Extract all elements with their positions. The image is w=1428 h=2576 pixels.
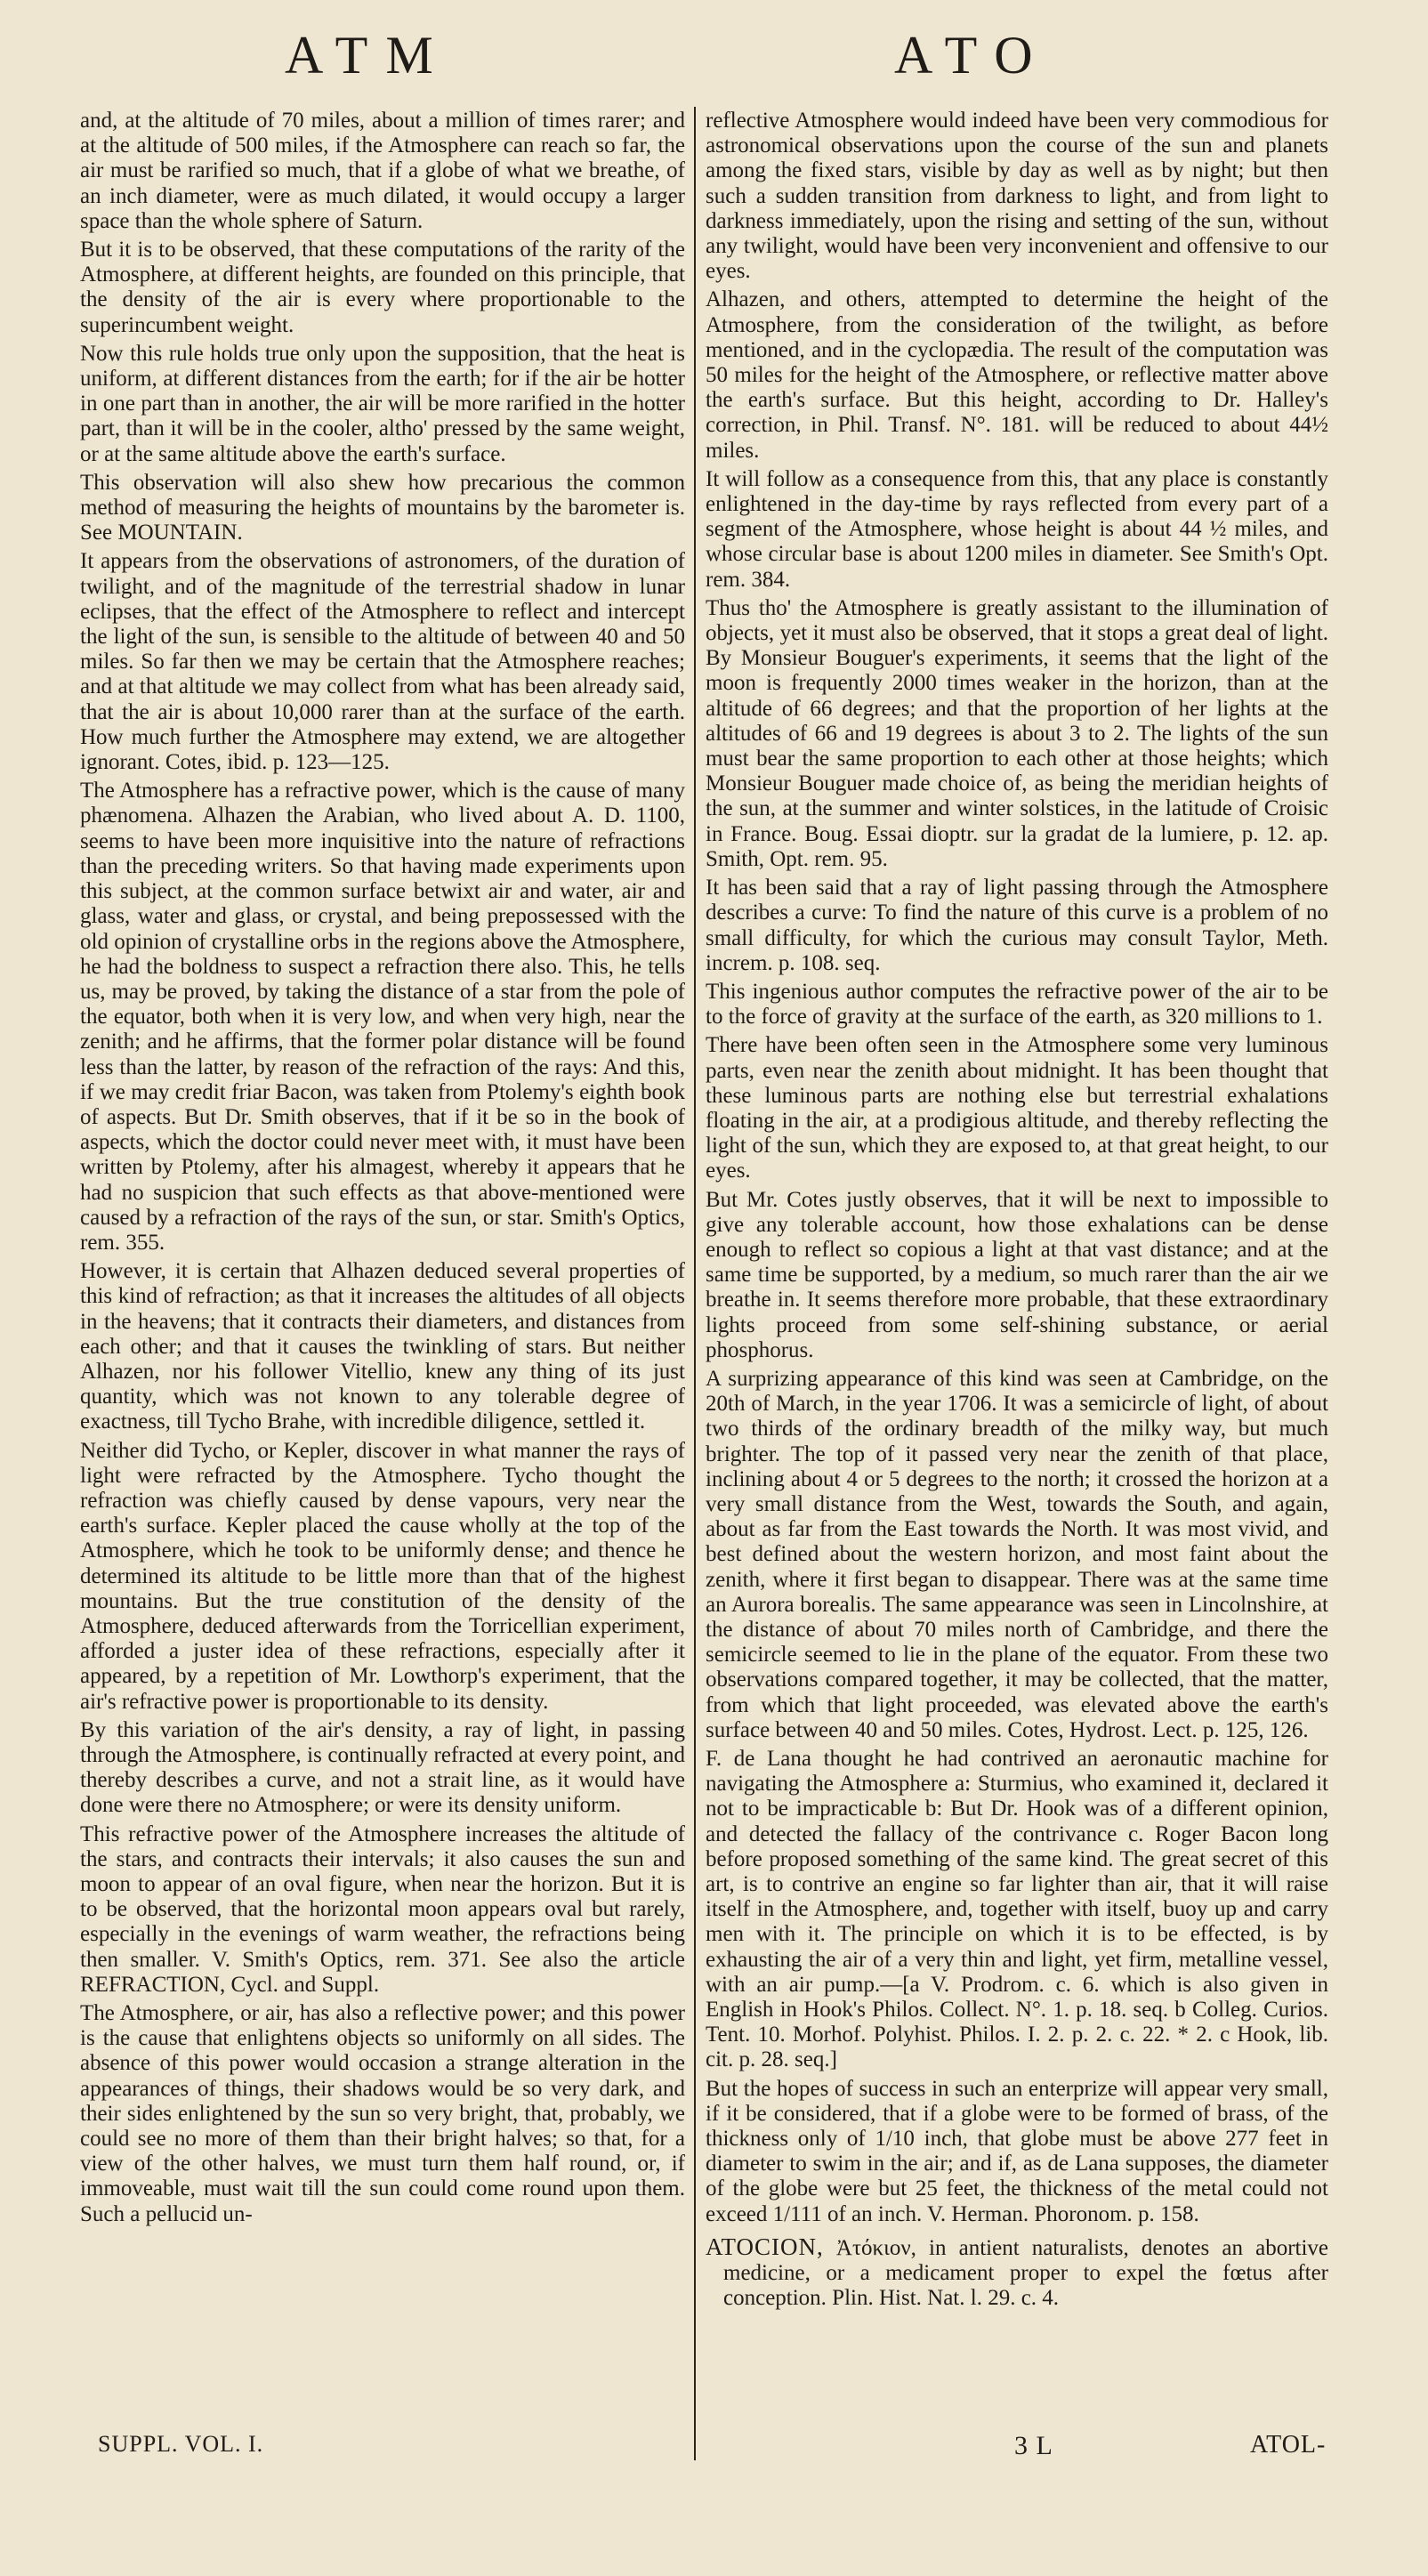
column-divider	[694, 107, 696, 2460]
paragraph: But it is to be observed, that these computations of the rarity of the Atmosphere, at different heights, are founded on this principle, that the density of the air is every where proportionable to the superincumbent weight.	[80, 238, 685, 337]
paragraph: However, it is certain that Alhazen deduced several properties of this kind of refraction; as that it increases the altitudes of all objects in the heavens; that it contracts their diameters, and distances from each other; and that it causes the twinkling of stars. But neither Alhazen, nor his follower Vitellio, knew any thing of its just quantity, which was not known to any tolerable degree of exactness, till Tycho Brahe, with incredible diligence, settled it.	[80, 1259, 685, 1434]
paragraph: A surprizing appearance of this kind was seen at Cambridge, on the 20th of March, in the year 1706. It was a semicircle of light, of about two thirds of the ordinary breadth of the milky way, but much brighter. The top of it passed very near the zenith of that place, inclining about 4 or 5 degrees to the north; it crossed the horizon at a very small distance from the West, towards the South, and again, about as far from the East towards the North. It was most vivid, and best defined about the western horizon, and most faint about the zenith, where it first began to disappear. There was at the same time an Aurora borealis. The same appearance was seen in Lincolnshire, at the distance of about 70 miles north of Cambridge, and there the semicircle seemed to lie in the plane of the equator. From these two observations compared together, it may be collected, that the matter, from which that light proceeded, was elevated above the earth's surface between 40 and 50 miles. Cotes, Hydrost. Lect. p. 125, 126.	[706, 1366, 1328, 1742]
paragraph: This refractive power of the Atmosphere increases the altitude of the stars, and contracts their intervals; it also causes the sun and moon to appear of an oval figure, when near the horizon. But it is to be observed, that the horizontal moon appears oval but rarely, especially in the evenings of warm weather, the refractions being then smaller. V. Smith's Optics, rem. 371. See also the article REFRACTION, Cycl. and Suppl.	[80, 1821, 685, 1997]
paragraph: The Atmosphere, or air, has also a reflective power; and this power is the cause that enlightens objects so uniformly on all sides. The absence of this power would occasion a strange alteration in the appearances of things, their shadows would be so very dark, and their sides enlightened by the sun so very bright, that, probably, we could see no more of them than their bright halves; so that, for a view of the other halves, we must turn them half round, or, if immoveable, must wait till the sun could come round upon them. Such a pellucid un-	[80, 2001, 685, 2226]
gathering-signature: 3 L	[1014, 2431, 1053, 2460]
running-head-right: ATO	[894, 26, 1051, 85]
right-column	[706, 109, 1328, 2311]
paragraph: Thus tho' the Atmosphere is greatly assistant to the illumination of objects, yet it must also be observed, that it stops a great deal of light. By Monsieur Bouguer's experiments, it seems that the light of the moon is frequently 2000 times weaker in the horizon, than at the altitude of 66 degrees; and that the proportion of her lights at the altitudes of 66 and 19 degrees is about 3 to 2. The lights of the sun must bear the same proportion to each other at those heights; which Monsieur Bouguer made choice of, as being the meridian heights of the sun, at the summer and winter solstices, in the latitude of Croisic in France. Boug. Essai dioptr. sur la gradat de la lumiere, p. 12. ap. Smith, Opt. rem. 95.	[706, 595, 1328, 871]
entry-headword: ATOCION,	[706, 2233, 824, 2260]
paragraph: But Mr. Cotes justly observes, that it will be next to impossible to give any tolerable account, how those exhalations can be dense enough to reflect so copious a light at that vast distance; and at the same time be supported, by a medium, so much rarer than the air we breathe in. It seems therefore more probable, that these extraordinary lights proceed from some self-shining substance, or aerial phosphorus.	[706, 1187, 1328, 1362]
paragraph: It has been said that a ray of light passing through the Atmosphere describes a curve: To find the nature of this curve is a problem of no small difficulty, for which the curious may consult Taylor, Meth. increm. p. 108. seq.	[706, 876, 1328, 975]
paragraph: It will follow as a consequence from this, that any place is constantly enlightened in the day-time by rays reflected from every part of a segment of the Atmosphere, whose height is about 44 ½ miles, and whose circular base is about 1200 miles in diameter. See Smith's Opt. rem. 384.	[706, 466, 1328, 592]
paragraph: reflective Atmosphere would indeed have been very commodious for astronomical observations upon the course of the sun and planets among the fixed stars, visible by day as well as by night; but then such a sudden transition from darkness to light, and from light to darkness immediately, upon the rising and setting of the sun, without any twilight, would have been very inconvenient and offensive to our eyes.	[706, 109, 1328, 284]
paragraph: But the hopes of success in such an enterprize will appear very small, if it be considered, that if a globe were to be formed of brass, of the thickness only of 1/10 inch, that globe must be above 277 feet in diameter to swim in the air; and if, as de Lana supposes, the diameter of the globe were but 25 feet, the thickness of the metal could not exceed 1/111 of an inch. V. Herman. Phoronom. p. 158.	[706, 2076, 1328, 2226]
paragraph: There have been often seen in the Atmosphere some very luminous parts, even near the zenith about midnight. It has been thought that these luminous parts are nothing else but terrestrial exhalations floating in the air, at a prodigious altitude, and thereby reflecting the light of the sun, which they are exposed to, at that great height, to our eyes.	[706, 1033, 1328, 1183]
paragraph: F. de Lana thought he had contrived an aeronautic machine for navigating the Atmosphere a: Sturmius, who examined it, declared it not to be impracticable b: But Dr. Hook was of a different opinion, and detected the fallacy of the contrivance c. Roger Bacon long before proposed something of the same kind. The great secret of this art, is to contrive an engine so far lighter than air, that it will raise itself in the Atmosphere, and, together with itself, buoy up and carry men with it. The principle on which it is to be effected, is by exhausting the air of a very thin and light, yet firm, metalline vessel, with an air pump.—[a V. Prodrom. c. 6. which is also given in English in Hook's Philos. Collect. N°. 1. p. 18. seq. b Colleg. Curios. Tent. 10. Morhof. Polyhist. Philos. I. 2. p. 2. c. 22. * 2. c Hook, lib. cit. p. 28. seq.]	[706, 1747, 1328, 2072]
running-head-left: ATM	[285, 26, 451, 85]
paragraph: It appears from the observations of astronomers, of the duration of twilight, and of the magnitude of the terrestrial shadow in lunar eclipses, that the effect of the Atmosphere to reflect and intercept the light of the sun, is sensible to the altitude of between 40 and 50 miles. So far then we may be certain that the Atmosphere reaches; and at that altitude we may collect from what has been already said, that the air is about 10,000 rarer than at the surface of the earth. How much further the Atmosphere may extend, we are altogether ignorant. Cotes, ibid. p. 123—125.	[80, 549, 685, 775]
entry-text: in antient naturalists, denotes an abortive medicine, or a medicament proper to expel the fœtus after conception. Plin. Hist. Nat. l. 29. c. 4.	[723, 2235, 1329, 2311]
left-column	[80, 109, 685, 2227]
paragraph: This ingenious author computes the refractive power of the air to be to the force of gravity at the surface of the earth, as 320 millions to 1.	[706, 979, 1328, 1030]
paragraph: and, at the altitude of 70 miles, about a million of times rarer; and at the altitude of 500 miles, if the Atmosphere can reach so far, the air must be rarified so much, that if a globe of what we breathe, of an inch diameter, were as much dilated, it would occupy a larger space than the whole sphere of Saturn.	[80, 109, 685, 233]
catchword: ATOL-	[1250, 2431, 1327, 2459]
entry-greek: Ἀτόκιον,	[835, 2235, 916, 2260]
dictionary-entry-atocion	[706, 2234, 1328, 2312]
paragraph: Now this rule holds true only upon the supposition, that the heat is uniform, at different distances from the earth; for if the air be hotter in one part than in another, the air will be more rarified in the hotter part, than it will be in the cooler, altho' pressed by the same weight, or at the same altitude above the earth's surface.	[80, 341, 685, 466]
paragraph: Alhazen, and others, attempted to determine the height of the Atmosphere, from the consideration of the twilight, as before mentioned, and in the cyclopædia. The result of the computation was 50 miles for the height of the Atmosphere, or reflective matter above the earth's surface. But this height, according to Dr. Halley's correction, in Phil. Transf. N°. 181. will be reduced to about 44½ miles.	[706, 287, 1328, 463]
paragraph: By this variation of the air's density, a ray of light, in passing through the Atmosphere, is continually refracted at every point, and thereby describes a curve, and not a strait line, as it would have done were there no Atmosphere; or were its density uniform.	[80, 1717, 685, 1818]
signature-mark: SUPPL. VOL. I.	[98, 2431, 264, 2457]
paragraph: The Atmosphere has a refractive power, which is the cause of many phænomena. Alhazen the Arabian, who lived about A. D. 1100, seems to have been more inquisitive into the nature of refractions than the preceding writers. So that having made experiments upon this subject, at the common surface betwixt air and water, air and glass, water and glass, or crystal, and being prepossessed with the old opinion of crystalline orbs in the regions above the Atmosphere, he had the boldness to suspect a refraction there also. This, he tells us, may be proved, by taking the distance of a star from the pole of the equator, both when it is very low, and when very high, near the zenith; and he affirms, that the former polar distance will be found less than the latter, by reason of the refraction of the rays: And this, if we may credit friar Bacon, was taken from Ptolemy's eighth book of aspects. But Dr. Smith observes, that if it be so in the book of aspects, which the doctor could never meet with, it must have been written by Ptolemy, after his almagest, whereby it appears that he had no suspicion that such effects as that above-mentioned were caused by a refraction of the rays of the sun, or star. Smith's Optics, rem. 355.	[80, 779, 685, 1255]
paragraph: Neither did Tycho, or Kepler, discover in what manner the rays of light were refracted by the Atmosphere. Tycho thought the refraction was chiefly caused by dense vapours, very near the earth's surface. Kepler placed the cause wholly at the top of the Atmosphere, which he took to be uniformly dense; and thence he determined its altitude to be little more than that of the highest mountains. But the true constitution of the density of the Atmosphere, deduced afterwards from the Torricellian experiment, afforded a juster idea of these refractions, especially after it appeared, by a repetition of Mr. Lowthorp's experiment, that the air's refractive power is proportionable to its density.	[80, 1438, 685, 1714]
paragraph: This observation will also shew how precarious the common method of measuring the heights of mountains by the barometer is. See MOUNTAIN.	[80, 470, 685, 545]
